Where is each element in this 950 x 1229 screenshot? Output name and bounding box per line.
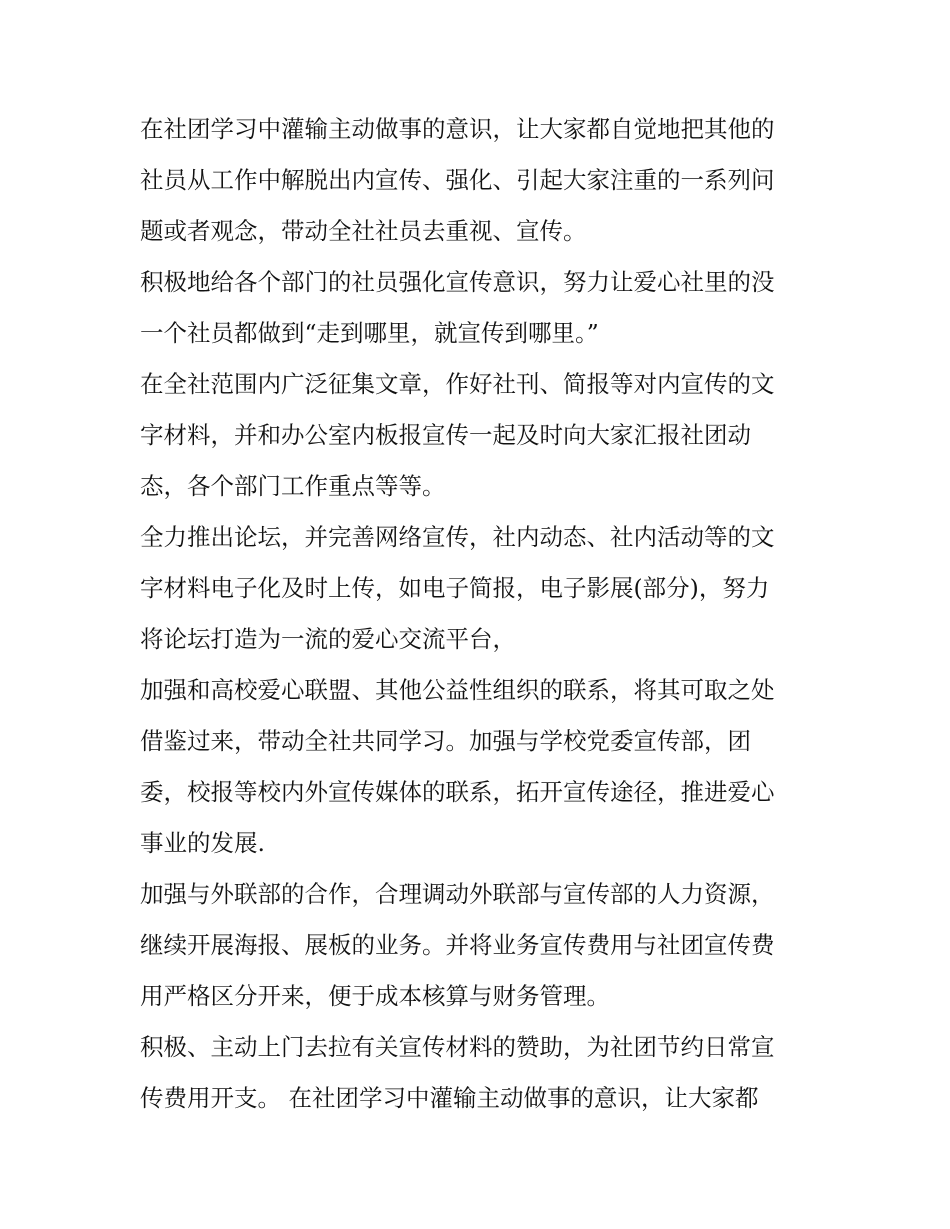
text-line: 加强和高校爱心联盟、其他公益性组织的联系，将其可取之处 [140,676,775,704]
text-line: 用严格区分开来，便于成本核算与财务管理。 [140,982,610,1010]
text-line: 借鉴过来，带动全社共同学习。加强与学校党委宣传部，团 [140,727,751,755]
text-line: 将论坛打造为一流的爱心交流平台， [140,625,516,653]
text-line: 字材料，并和办公室内板报宣传一起及时向大家汇报社团动 [140,421,751,449]
text-line: 加强与外联部的合作，合理调动外联部与宣传部的人力资源， [140,880,775,908]
text-line: 态，各个部门工作重点等等。 [140,472,446,500]
text-line: 全力推出论坛，并完善网络宣传，社内动态、社内活动等的文 [140,523,775,551]
paragraph [140,257,820,359]
text-line: 积极、主动上门去拉有关宣传材料的赞助，为社团节约日常宣 [140,1033,775,1061]
paragraph [140,665,820,869]
paragraph [140,869,820,1022]
text-line: 社员从工作中解脱出内宣传、强化、引起大家注重的一系列问 [140,166,775,194]
text-line: 一个社员都做到“走到哪里，就宣传到哪里。” [140,319,599,347]
text-line: 事业的发展. [140,829,265,857]
paragraph [140,1022,820,1124]
text-line: 传费用开支。 在社团学习中灌输主动做事的意识，让大家都 [140,1084,759,1112]
text-line: 题或者观念，带动全社社员去重视、宣传。 [140,217,587,245]
text-line: 在社团学习中灌输主动做事的意识，让大家都自觉地把其他的 [140,115,775,143]
text-line: 积极地给各个部门的社员强化宣传意识，努力让爱心社里的没 [140,268,775,296]
paragraph [140,104,820,257]
paragraph [140,512,820,665]
document-body [140,104,820,1124]
text-line: 委，校报等校内外宣传媒体的联系，拓开宣传途径，推进爱心 [140,778,775,806]
text-line: 字材料电子化及时上传，如电子简报，电子影展(部分)，努力 [140,574,770,602]
text-line: 在全社范围内广泛征集文章，作好社刊、简报等对内宣传的文 [140,370,775,398]
paragraph [140,359,820,512]
text-line: 继续开展海报、展板的业务。并将业务宣传费用与社团宣传费 [140,931,775,959]
